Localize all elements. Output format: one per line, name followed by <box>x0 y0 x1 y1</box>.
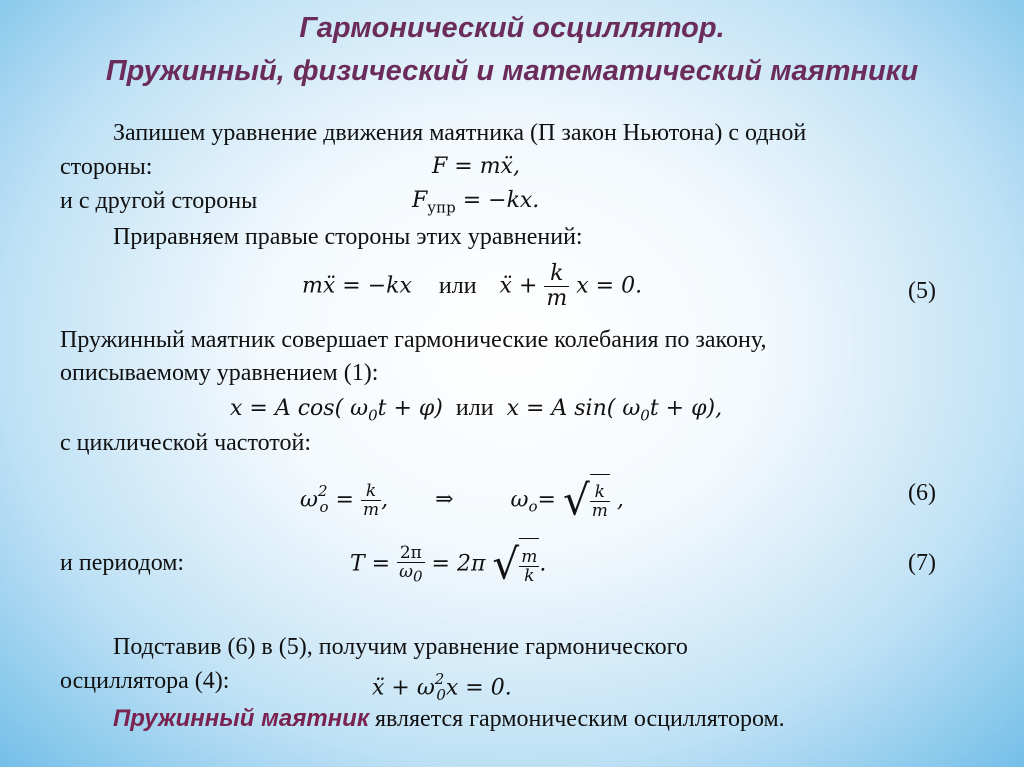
equation-oscillator: ẍ + $\omega^2_0x = 0$. <box>372 670 512 704</box>
paragraph-other-side: и с другой стороны <box>60 188 258 214</box>
conclusion-emphasis: Пружинный маятник <box>113 705 369 732</box>
paragraph-substitute-cont: осциллятора (4): <box>60 668 230 694</box>
equation-newton: F = mẍ, <box>432 154 520 179</box>
paragraph-newton-cont: стороны: <box>60 154 153 180</box>
paragraph-frequency: с циклической частотой: <box>60 430 311 456</box>
conclusion-text: является гармоническим осциллятором. <box>368 706 785 732</box>
conclusion <box>113 704 785 734</box>
equation-5: mẍ = −kx или ẍ + $\frac{k}{m}$ x = 0. <box>302 261 643 311</box>
paragraph-harmonic-cont: описываемому уравнением (1): <box>60 360 379 386</box>
equation-number-5: (5) <box>908 278 936 304</box>
slide-title-line2: Пружинный, физический и математический маятники <box>105 55 919 87</box>
paragraph-equate: Приравняем правые стороны этих уравнений: <box>113 224 583 250</box>
paragraph-newton: Запишем уравнение движения маятника (П закон Ньютона) с одной <box>113 120 807 146</box>
paragraph-substitute: Подставив (6) в (5), получим уравнение гармонического <box>113 634 688 660</box>
equation-7: T = $\frac{2\pi}{\omega_0}$ = 2π √ $\frac{m}{k}$ . <box>350 538 546 591</box>
equation-6: $\omega^2_o$ = $\frac{k}{m}$ , ⇒ $\omega_o=$ √ $\frac{k}{m}$ , <box>300 468 624 532</box>
paragraph-period: и периодом: <box>60 550 185 576</box>
paragraph-harmonic: Пружинный маятник совершает гармонические колебания по закону, <box>60 327 767 353</box>
equation-elastic-force: $F_{упр} = -kx$. <box>412 188 540 217</box>
equation-number-7: (7) <box>908 550 936 576</box>
equation-solution: x = A cos( $\omega_0t + \varphi$) или x = A sin( $\omega_0t + \varphi$), <box>230 395 723 425</box>
equation-number-6: (6) <box>908 480 936 506</box>
slide-title-line1: Гармонический осциллятор. <box>299 12 725 44</box>
